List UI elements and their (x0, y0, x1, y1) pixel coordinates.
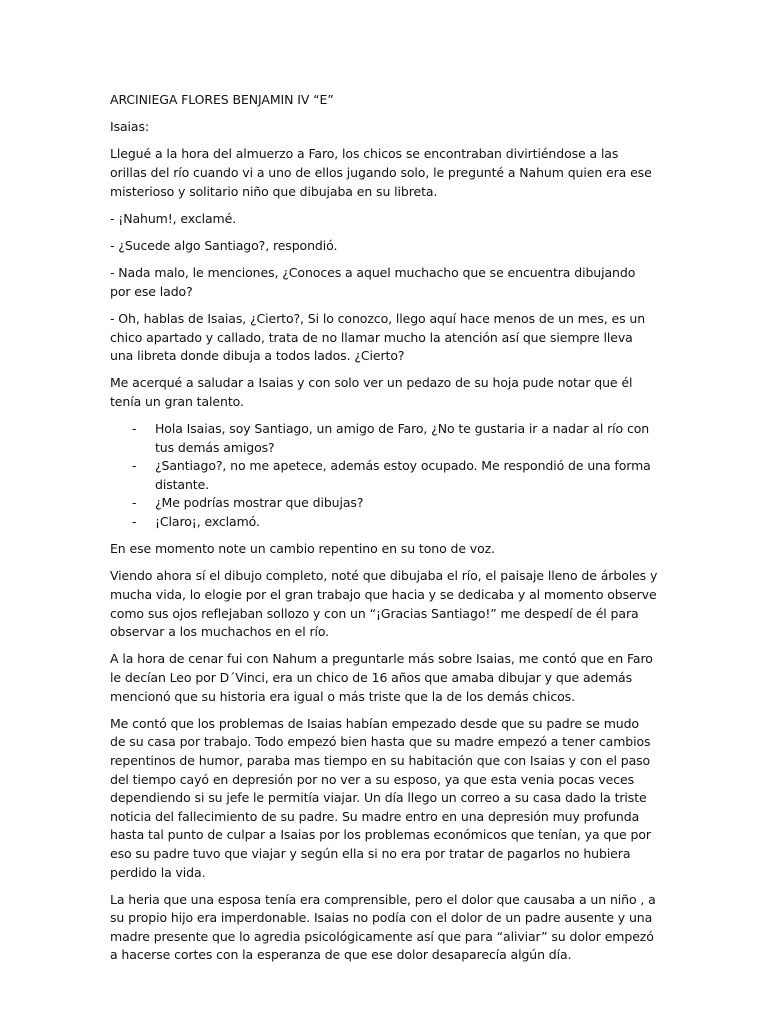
list-item (110, 457, 658, 494)
list-item-text: Hola Isaias, soy Santiago, un amigo de Faro, ¿No te gustaria ir a nadar al río con tus demás amigos? (155, 421, 650, 455)
dialogue-line: - Nada malo, le menciones, ¿Conoces a aquel muchacho que se encuentra dibujando por ese lado? (110, 265, 636, 299)
list-item-text: ¿Santiago?, no me apetece, además estoy ocupado. Me respondió de una forma distante. (155, 458, 651, 492)
document-heading: ARCINIEGA FLORES BENJAMIN IV “E” (110, 92, 334, 107)
dialogue-line: - Oh, hablas de Isaias, ¿Cierto?, Si lo conozco, llego aquí hace menos de un mes, es un chico apartado y callado, trata de no llamar mucho la atención así que siempre lleva una libreta donde dibuja a todos lados. ¿Cierto? (110, 310, 646, 364)
paragraph: Me acerqué a saludar a Isaias y con solo ver un pedazo de su hoja pude notar que él tenía un gran talento. (110, 375, 633, 409)
list-bullet: - (132, 458, 137, 474)
list-bullet: - (132, 514, 137, 530)
paragraph: La heria que una esposa tenía era comprensible, pero el dolor que causaba a un niño , a su propio hijo era imperdonable. Isaias no podía con el dolor de un padre ausente y una madre presente que lo agredia psicológicamente así que para “aliviar” su dolor empezó a hacerse cortes con la esperanza de que ese dolor desaparecía algún día. (110, 891, 656, 963)
dialogue-line: - ¡Nahum!, exclamé. (110, 210, 237, 226)
list-item-text: ¡Claro¡, exclamó. (155, 514, 260, 530)
dialogue-list (110, 420, 658, 532)
paragraph: A la hora de cenar fui con Nahum a preguntarle más sobre Isaias, me contó que en Faro le decían Leo por D´Vinci, era un chico de 16 años que amaba dibujar y que además mencionó que su historia era igual o más triste que la de los demás chicos. (110, 651, 653, 704)
list-bullet: - (132, 495, 137, 511)
dialogue-line: - ¿Sucede algo Santiago?, respondió. (110, 237, 338, 253)
paragraph: En ese momento note un cambio repentino en su tono de voz. (110, 541, 495, 557)
list-item (110, 494, 658, 513)
paragraph: Viendo ahora sí el dibujo completo, noté que dibujaba el río, el paisaje lleno de árboles y mucha vida, lo elogie por el gran trabajo que hacia y se dedicaba y al momento observe como sus ojos reflejaban sollozo y con un “¡Gracias Santiago!” me despedí de él para observar a los muchachos en el río. (110, 568, 658, 640)
document-subheading: Isaias: (110, 119, 150, 135)
paragraph: Me contó que los problemas de Isaias habían empezado desde que su padre se mudo de su casa por trabajo. Todo empezó bien hasta que su madre empezó a tener cambios repentinos de humor, paraba mas tiempo en su habitación que con Isaias y con el paso del tiempo cayó en depresión por no ver a su esposo, ya que esta venia pocas veces dependiendo si su jefe le permitía viajar. Un día llego un correo a su casa dado la triste noticia del fallecimiento de su padre. Su madre entro en una depresión muy profunda hasta tal punto de culpar a Isaias por los problemas económicos que tenían, ya que por eso su padre tuvo que viajar y según ella si no era por tratar de pagarlos no hubiera perdido la vida. (110, 715, 651, 880)
document-body (110, 91, 658, 974)
list-bullet: - (132, 421, 137, 437)
list-item (110, 513, 658, 532)
list-item (110, 420, 658, 457)
paragraph: Llegué a la hora del almuerzo a Faro, los chicos se encontraban divirtiéndose a las orillas del río cuando vi a uno de ellos jugando solo, le pregunté a Nahum quien era ese misterioso y solitario niño que dibujaba en su libreta. (110, 146, 652, 199)
list-item-text: ¿Me podrías mostrar que dibujas? (155, 495, 364, 511)
